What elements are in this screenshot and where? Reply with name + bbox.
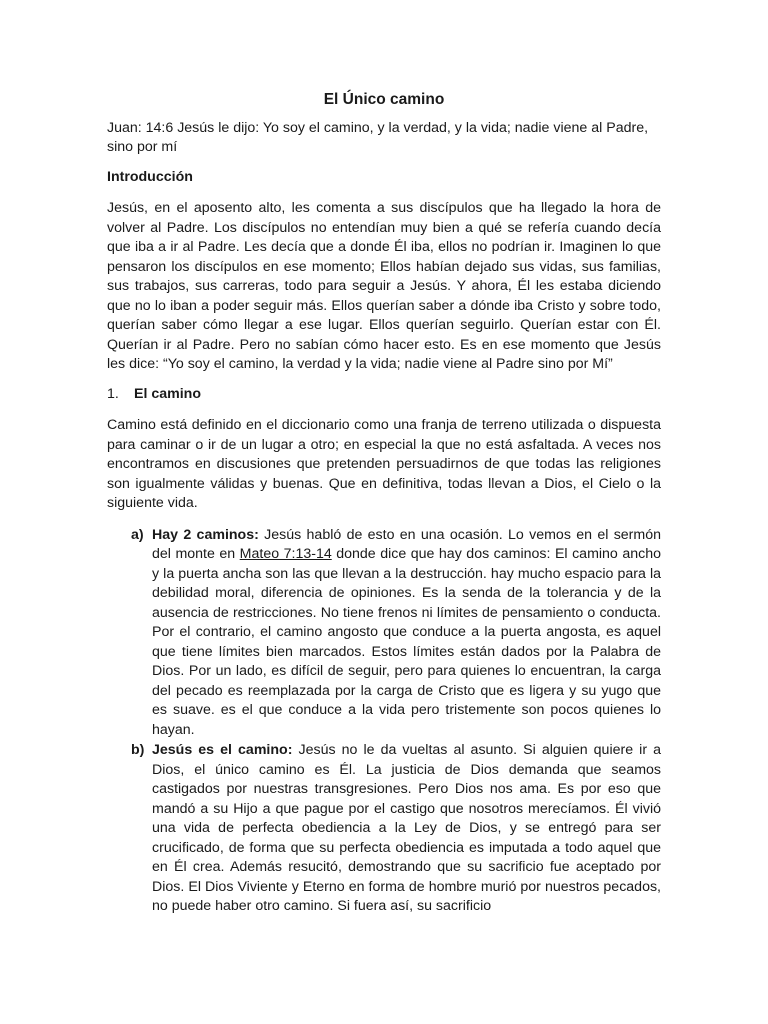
section-number: 1. bbox=[107, 385, 119, 402]
section-paragraph: Camino está definido en el diccionario como una franja de terreno utilizada o dispuesta para caminar o ir de un lugar a otro; en especial la que no está asfaltada. A veces nos encontramos en discusiones que pretenden persuadirnos de que todas las religiones son igualmente válidas y buenas. Que en definitiva, todas llevan a Dios, el Cielo o la siguiente vida. bbox=[107, 417, 661, 511]
list-item-text-continued: donde dice que hay dos caminos: El camino ancho y la puerta ancha son las que llevan a la destrucción. hay mucho espacio para la debilidad moral, diferencia de opiniones. Es la senda de la tolerancia y de la ausencia de restricciones. No tiene frenos ni límites de pensamiento o conducta. Por el contrario, el camino angosto que conduce a la puerta angosta, es aquel que tiene límites bien marcados. Estos límites están dados por la Palabra de Dios. Por un lado, es difícil de seguir, pero para quienes lo encuentran, la carga del pecado es reemplazada por la carga de Cristo que es ligera y su yugo que es suave. es el que conduce a la vida pero tristemente son pocos quienes lo hayan. bbox=[152, 546, 661, 738]
section-title: El camino bbox=[134, 385, 202, 402]
intro-heading: Introducción bbox=[107, 168, 193, 185]
list-marker: b) bbox=[131, 742, 145, 758]
intro-paragraph: Jesús, en el aposento alto, les comenta a sus discípulos que ha llegado la hora de volver al Padre. Los discípulos no entendían muy bien a qué se refería cuando decía que iba a ir al Padre. Les decía que a donde Él iba, ellos no podrían ir. Imaginen lo que pensaron los discípulos en ese momento; Ellos habían dejado sus vidas, sus familias, sus trabajos, sus carreras, todo para seguir a Jesús. Y ahora, Él les estaba diciendo que no lo iban a poder seguir más. Ellos querían saber a dónde iba Cristo y sobre todo, querían saber cómo llegar a ese lugar. Ellos querían seguirlo. Querían estar con Él. Querían ir al Padre. Pero no sabían cómo hacer esto. Es en ese momento que Jesús les dice: “Yo soy el camino, la verdad y la vida; nadie viene al Padre sino por Mí” bbox=[107, 200, 661, 372]
section-heading-el-camino bbox=[107, 385, 661, 405]
list-item-text: Jesús no le da vueltas al asunto. Si alguien quiere ir a Dios, el único camino es Él. La justicia de Dios demanda que seamos castigados por nuestras transgresiones. Pero Dios nos ama. Es por eso que mandó a su Hijo a que pague por el castigo que nosotros merecíamos. Él vivió una vida de perfecta obediencia a la Ley de Dios, y se entregó para ser crucificado, de forma que su perfecta obediencia es imputada a todo aquel que en Él crea. Además resucitó, demostrando que su sacrificio fue aceptado por Dios. El Dios Viviente y Eterno en forma de hombre murió por nuestros pecados, no puede haber otro camino. Si fuera así, su sacrificio bbox=[152, 742, 662, 914]
document-page bbox=[107, 90, 661, 917]
list-item-jesus-es-el-camino bbox=[107, 741, 661, 917]
bible-verse: Juan: 14:6 Jesús le dijo: Yo soy el camino, y la verdad, y la vida; nadie viene al Padre, sino por mí bbox=[107, 119, 649, 155]
list-item-hay-2-caminos bbox=[107, 526, 661, 741]
document-title: El Único camino bbox=[323, 91, 445, 108]
list-item-lead: Jesús es el camino: bbox=[152, 742, 293, 758]
list-marker: a) bbox=[131, 526, 144, 543]
list-item-lead: Hay 2 caminos: bbox=[152, 526, 259, 543]
list-item-text: Jesús habló de esto en una ocasión. Lo vemos en el sermón del monte en bbox=[152, 526, 661, 562]
mateo-reference-link[interactable]: Mateo 7:13-14 bbox=[239, 546, 332, 562]
